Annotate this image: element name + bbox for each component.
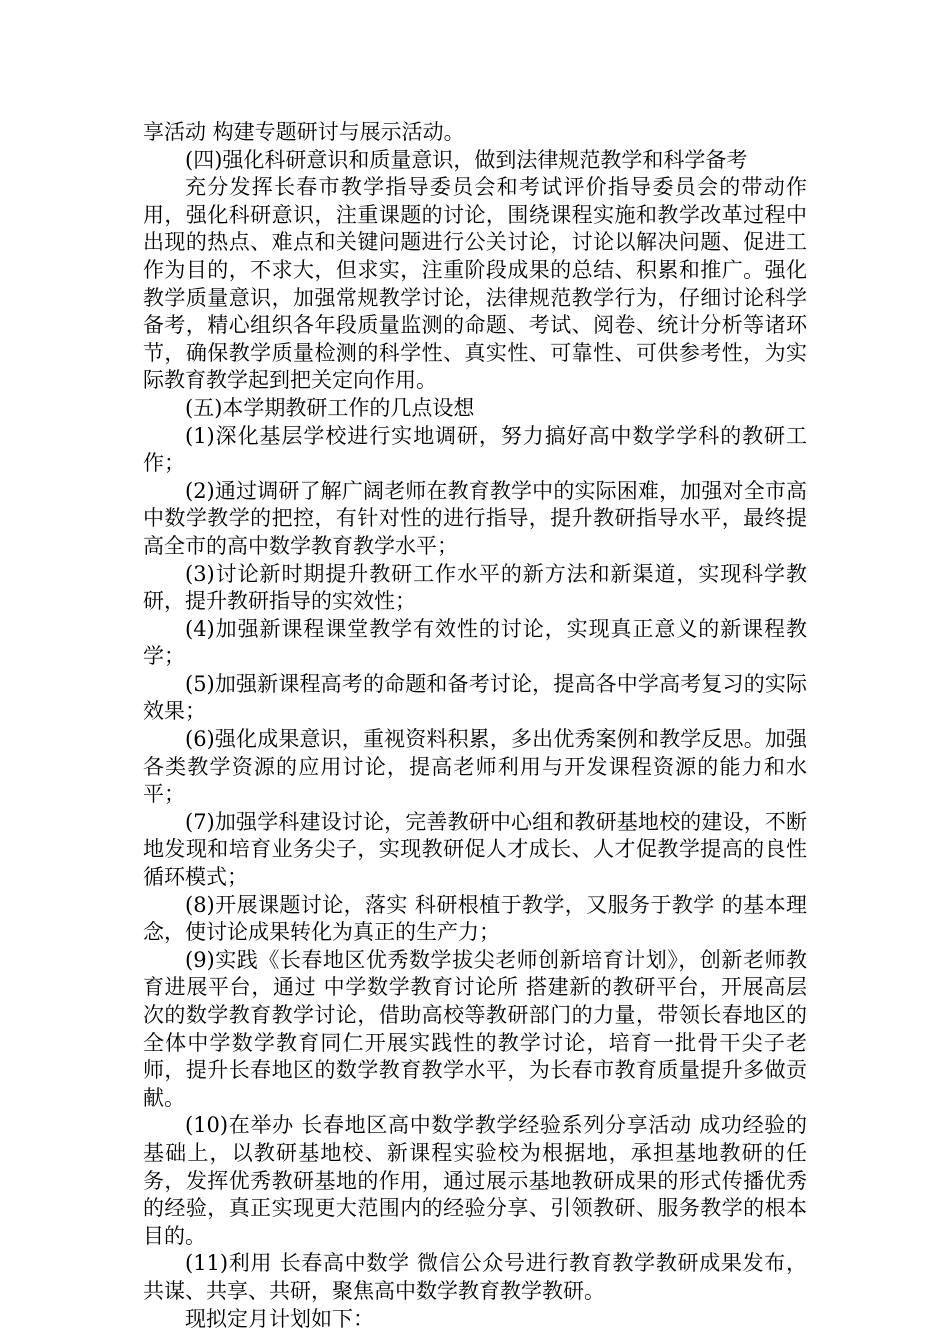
list-item-9: (9)实践《长春地区优秀数学拔尖老师创新培育计划》，创新老师教育进展平台，通过 中学数学教育讨论所 搭建新的教研平台，开展高层次的数学教育教学讨论，借助高校等教研部门的力量，带领长春地区的全体中学数学教育同仁开展实践性的教学讨论，培育一批骨干尖子老师，提升长春地区的数学教育教学水平，为长春市教育质量提升多做贡献。 — [143, 947, 807, 1110]
list-item-8: (8)开展课题讨论，落实 科研根植于教学，又服务于教学 的基本理念，使讨论成果转化为真正的生产力； — [143, 892, 807, 945]
list-item-3: (3)讨论新时期提升教研工作水平的新方法和新渠道，实现科学教研，提升教研指导的实效性； — [143, 561, 807, 614]
document-body — [143, 119, 807, 1333]
closing-line: 现拟定月计划如下： — [185, 1306, 374, 1331]
list-item-7: (7)加强学科建设讨论，完善教研中心组和教研基地校的建设，不断地发现和培育业务尖子，实现教研促人才成长、人才促教学提高的良性循环模式； — [143, 809, 807, 890]
list-item-11: (11)利用 长春高中数学 微信公众号进行教育教学教研成果发布，共谋、共享、共研，聚焦高中数学教育教学教研。 — [143, 1251, 807, 1303]
section-heading-5: (五)本学期教研工作的几点设想 — [185, 395, 475, 420]
paragraph-1: 享活动 构建专题研讨与展示活动。 — [143, 120, 465, 144]
section-heading-4: (四)强化科研意识和质量意识，做到法律规范教学和科学备考 — [185, 147, 748, 172]
list-item-1: (1)深化基层学校进行实地调研，努力搞好高中数学学科的教研工作； — [143, 423, 807, 476]
list-item-6: (6)强化成果意识，重视资料积累，多出优秀案例和教学反思。加强各类教学资源的应用讨论，提高老师利用与开发课程资源的能力和水平； — [143, 727, 807, 807]
list-item-10: (10)在举办 长春地区高中数学教学经验系列分享活动 成功经验的基础上，以教研基地校、新课程实验校为根据地，承担基地教研的任务，发挥优秀教研基地的作用，通过展示基地教研成果的形式传播优秀的经验，真正实现更大范围内的经验分享、引领教研、服务教学的根本目的。 — [143, 1113, 807, 1248]
paragraph-research: 充分发挥长春市教学指导委员会和考试评价指导委员会的带动作用，强化科研意识，注重课题的讨论，围绕课程实施和教学改革过程中出现的热点、难点和关键问题进行公关讨论，讨论以解决问题、促进工作为目的，不求大，但求实，注重阶段成果的总结、积累和推广。强化教学质量意识，加强常规教学讨论，法律规范教学行为，仔细讨论科学备考，精心组织各年段质量监测的命题、考试、阅卷、统计分析等诸环节，确保教学质量检测的科学性、真实性、可靠性、可供参考性，为实际教育教学起到把关定向作用。 — [143, 175, 807, 393]
list-item-4: (4)加强新课程课堂教学有效性的讨论，实现真正意义的新课程教学； — [143, 616, 807, 669]
list-item-5: (5)加强新课程高考的命题和备考讨论，提高各中学高考复习的实际效果； — [143, 671, 807, 724]
list-item-2: (2)通过调研了解广阔老师在教育教学中的实际困难，加强对全市高中数学教学的把控，有针对性的进行指导，提升教研指导水平，最终提高全市的高中数学教育教学水平； — [143, 478, 807, 558]
